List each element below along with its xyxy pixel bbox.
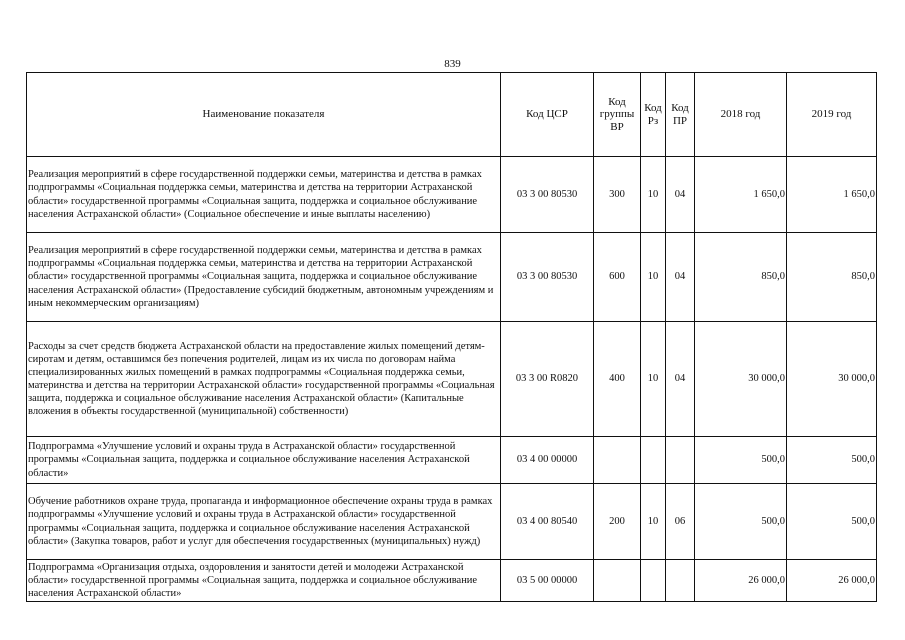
row-2019: 26 000,0 <box>787 560 877 602</box>
row-name: Подпрограмма «Организация отдыха, оздоровления и занятости детей и молодежи Астраханской области» государственной программы «Социальная защита, поддержка и социальное обслуживание населения Астраханской области» <box>27 560 501 602</box>
row-2019: 850,0 <box>787 233 877 322</box>
row-pr: 04 <box>666 157 695 233</box>
table-row <box>27 157 877 233</box>
row-vr: 600 <box>594 233 641 322</box>
row-vr: 200 <box>594 484 641 560</box>
table-row <box>27 233 877 322</box>
row-vr <box>594 437 641 484</box>
row-2019: 1 650,0 <box>787 157 877 233</box>
table-header-row <box>27 73 877 157</box>
row-2018: 500,0 <box>695 484 787 560</box>
row-csr: 03 5 00 00000 <box>501 560 594 602</box>
header-name: Наименование показателя <box>27 73 501 157</box>
row-2018: 500,0 <box>695 437 787 484</box>
row-rz <box>641 437 666 484</box>
row-pr <box>666 560 695 602</box>
table-row <box>27 437 877 484</box>
row-pr: 04 <box>666 322 695 437</box>
row-name: Реализация мероприятий в сфере государственной поддержки семьи, материнства и детства в рамках подпрограммы «Социальная поддержка семьи, материнства и детства на территории Астраханской области» государственной программы «Социальная защита, поддержка и социальное обслуживание населения Астраханской области» (Предоставление субсидий бюджетным, автономным учреждениям и иным некоммерческим организациям) <box>27 233 501 322</box>
row-csr: 03 3 00 80530 <box>501 157 594 233</box>
row-vr: 300 <box>594 157 641 233</box>
row-pr: 06 <box>666 484 695 560</box>
row-name: Обучение работников охране труда, пропаганда и информационное обеспечение охраны труда в рамках подпрограммы «Улучшение условий и охраны труда в Астраханской области» государственной программы «Социальная защита, поддержка и социальное обслуживание населения Астраханской области» (Закупка товаров, работ и услуг для обеспечения государственных (муниципальных) нужд) <box>27 484 501 560</box>
row-name: Реализация мероприятий в сфере государственной поддержки семьи, материнства и детства в рамках подпрограммы «Социальная поддержка семьи, материнства и детства на территории Астраханской области» государственной программы «Социальная защита, поддержка и социальное обслуживание населения Астраханской области» (Социальное обеспечение и иные выплаты населению) <box>27 157 501 233</box>
row-2018: 850,0 <box>695 233 787 322</box>
header-2019: 2019 год <box>787 73 877 157</box>
row-2018: 26 000,0 <box>695 560 787 602</box>
row-vr: 400 <box>594 322 641 437</box>
table-row <box>27 560 877 602</box>
row-csr: 03 3 00 80530 <box>501 233 594 322</box>
row-2019: 30 000,0 <box>787 322 877 437</box>
row-rz: 10 <box>641 233 666 322</box>
table-row <box>27 484 877 560</box>
row-csr: 03 4 00 80540 <box>501 484 594 560</box>
row-csr: 03 4 00 00000 <box>501 437 594 484</box>
row-rz: 10 <box>641 484 666 560</box>
row-2019: 500,0 <box>787 437 877 484</box>
row-pr: 04 <box>666 233 695 322</box>
page-number: 839 <box>444 58 461 70</box>
row-rz <box>641 560 666 602</box>
header-rz: Код Рз <box>641 73 666 157</box>
row-name: Расходы за счет средств бюджета Астраханской области на предоставление жилых помещений детям-сиротам и детям, оставшимся без попечения родителей, лицам из их числа по договорам найма специализированных жилых помещений в рамках подпрограммы «Социальная поддержка семьи, материнства и детства на территории Астраханской области» государственной программы «Социальная защита, поддержка и социальное обслуживание населения Астраханской области» (Капитальные вложения в объекты государственной (муниципальной) собственности) <box>27 322 501 437</box>
row-name: Подпрограмма «Улучшение условий и охраны труда в Астраханской области» государственной программы «Социальная защита, поддержка и социальное обслуживание населения Астраханской области» <box>27 437 501 484</box>
budget-table <box>26 72 877 602</box>
row-rz: 10 <box>641 157 666 233</box>
row-2018: 30 000,0 <box>695 322 787 437</box>
header-2018: 2018 год <box>695 73 787 157</box>
row-pr <box>666 437 695 484</box>
header-vr: Код группы ВР <box>594 73 641 157</box>
row-csr: 03 3 00 R0820 <box>501 322 594 437</box>
row-rz: 10 <box>641 322 666 437</box>
header-csr: Код ЦСР <box>501 73 594 157</box>
header-pr: Код ПР <box>666 73 695 157</box>
row-2019: 500,0 <box>787 484 877 560</box>
row-2018: 1 650,0 <box>695 157 787 233</box>
table-row <box>27 322 877 437</box>
row-vr <box>594 560 641 602</box>
